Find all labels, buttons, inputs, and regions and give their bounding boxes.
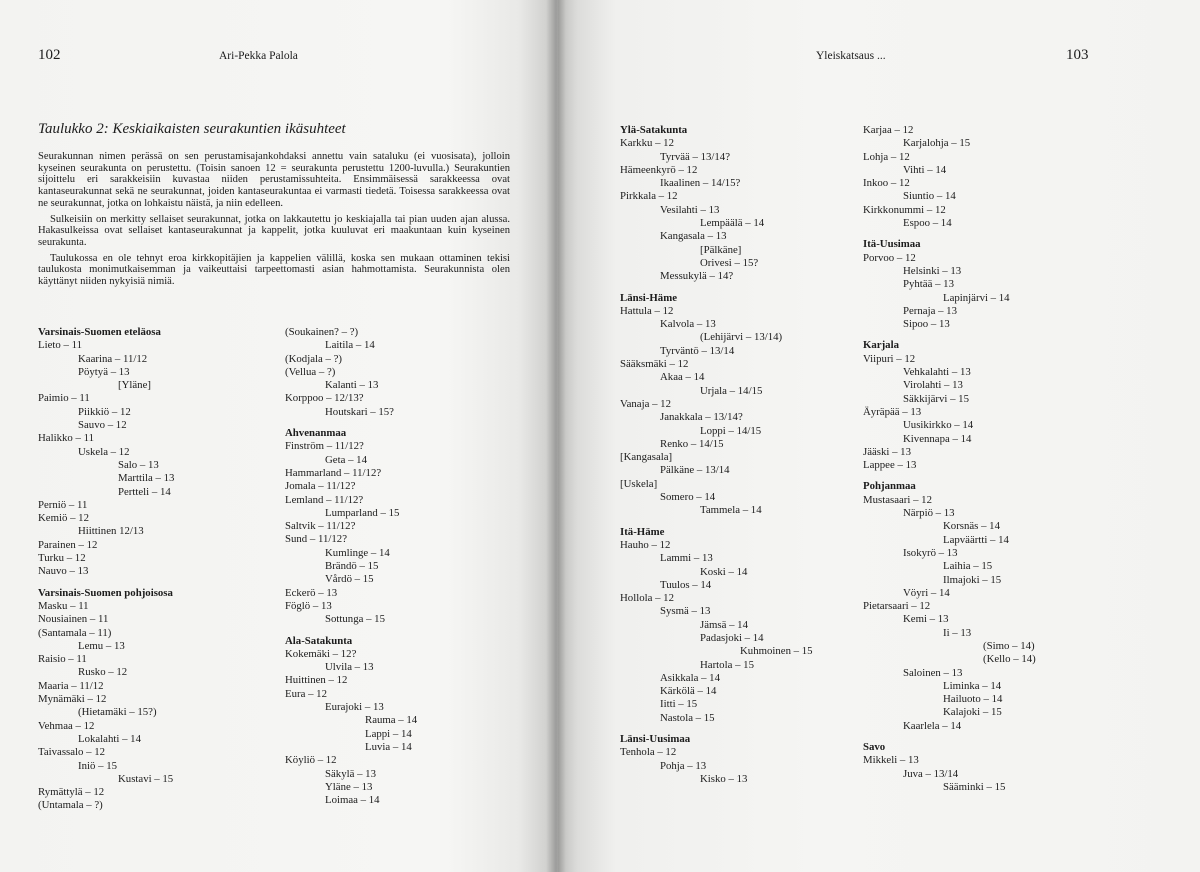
region-title: Ahvenanmaa bbox=[285, 427, 347, 440]
parish-entry: Piikkiö – 12 bbox=[78, 405, 131, 418]
page-number: 103 bbox=[1066, 47, 1089, 63]
parish-entry: Tyrvää – 13/14? bbox=[660, 150, 731, 163]
parish-entry: Janakkala – 13/14? bbox=[660, 411, 743, 424]
parish-entry: Närpiö – 13 bbox=[903, 507, 955, 520]
parish-entry: Lemland – 11/12? bbox=[285, 493, 364, 506]
parish-entry: Siuntio – 14 bbox=[903, 190, 956, 203]
parish-entry: Uusikirkko – 14 bbox=[903, 419, 974, 432]
parish-entry: Äyräpää – 13 bbox=[863, 405, 922, 418]
parish-entry: Kemi – 13 bbox=[903, 613, 949, 626]
parish-entry: Turku – 12 bbox=[38, 552, 86, 565]
parish-entry: Jääski – 13 bbox=[863, 445, 911, 458]
parish-entry: Virolahti – 13 bbox=[903, 379, 963, 392]
parish-entry: Kokemäki – 12? bbox=[285, 647, 357, 660]
parish-entry: Hiittinen 12/13 bbox=[78, 525, 144, 538]
parish-entry: Lumparland – 15 bbox=[325, 506, 400, 519]
parish-entry: Nauvo – 13 bbox=[38, 565, 89, 578]
left-column-1 bbox=[38, 326, 174, 821]
region-section bbox=[285, 326, 417, 419]
parish-entry: Paimio – 11 bbox=[38, 392, 90, 405]
parish-entry: Hauho – 12 bbox=[620, 538, 671, 551]
parish-entry: Jomala – 11/12? bbox=[285, 480, 356, 493]
parish-entry: Sipoo – 13 bbox=[903, 318, 950, 331]
region-section bbox=[863, 339, 1036, 472]
parish-entry: Salo – 13 bbox=[118, 458, 159, 471]
region-title: Itä-Uusimaa bbox=[863, 238, 921, 251]
parish-entry: Urjala – 14/15 bbox=[700, 384, 763, 397]
parish-entry: Liminka – 14 bbox=[943, 679, 1002, 692]
parish-entry: Ii – 13 bbox=[943, 626, 972, 639]
parish-entry: Pohja – 13 bbox=[660, 759, 707, 772]
region-section bbox=[38, 326, 174, 579]
parish-entry: Taivassalo – 12 bbox=[38, 746, 106, 759]
parish-entry: Marttila – 13 bbox=[118, 472, 175, 485]
parish-entry: Lappee – 13 bbox=[863, 459, 917, 472]
parish-entry: Uskela – 12 bbox=[78, 445, 130, 458]
parish-entry: Lapinjärvi – 14 bbox=[943, 291, 1010, 304]
left-page bbox=[0, 0, 558, 872]
parish-entry: Brändö – 15 bbox=[325, 560, 379, 573]
region-title: Länsi-Häme bbox=[620, 291, 677, 304]
parish-entry: Nousiainen – 11 bbox=[38, 613, 109, 626]
parish-entry: Vanaja – 12 bbox=[620, 397, 671, 410]
parish-entry: Messukylä – 14? bbox=[660, 270, 734, 283]
parish-entry: Kumlinge – 14 bbox=[325, 546, 390, 559]
parish-entry: Maaria – 11/12 bbox=[38, 679, 104, 692]
region-section bbox=[863, 124, 1036, 230]
parish-entry: Mynämäki – 12 bbox=[38, 693, 107, 706]
parish-entry: Lapväärtti – 14 bbox=[943, 533, 1009, 546]
parish-entry: Pertteli – 14 bbox=[118, 485, 171, 498]
parish-entry: (Untamala – ?) bbox=[38, 799, 103, 812]
parish-entry: Pyhtää – 13 bbox=[903, 278, 954, 291]
parish-entry: Helsinki – 13 bbox=[903, 264, 962, 277]
parish-entry: Iitti – 15 bbox=[660, 698, 698, 711]
parish-entry: Nastola – 15 bbox=[660, 711, 715, 724]
parish-entry: Tenhola – 12 bbox=[620, 746, 677, 759]
parish-entry: Sund – 11/12? bbox=[285, 533, 347, 546]
region-title: Ylä-Satakunta bbox=[620, 124, 688, 136]
parish-entry: Pirkkala – 12 bbox=[620, 190, 678, 203]
running-header: Ari-Pekka Palola bbox=[219, 50, 298, 62]
parish-entry: Sysmä – 13 bbox=[660, 605, 711, 618]
region-section bbox=[620, 526, 813, 725]
region-title: Länsi-Uusimaa bbox=[620, 733, 691, 746]
parish-entry: Sääminki – 15 bbox=[943, 780, 1006, 793]
parish-entry: Porvoo – 12 bbox=[863, 251, 916, 264]
region-section bbox=[620, 124, 813, 284]
parish-entry: Raisio – 11 bbox=[38, 653, 87, 666]
parish-entry: Hollola – 12 bbox=[620, 592, 674, 605]
parish-entry: Koski – 14 bbox=[700, 565, 748, 578]
parish-entry: Huittinen – 12 bbox=[285, 674, 348, 687]
parish-entry: Pietarsaari – 12 bbox=[863, 600, 931, 613]
parish-entry: [Kangasala] bbox=[620, 451, 673, 464]
region-title: Varsinais-Suomen eteläosa bbox=[38, 326, 161, 338]
parish-entry: Kalanti – 13 bbox=[325, 379, 379, 392]
region-title: Savo bbox=[863, 741, 886, 754]
parish-entry: Kalvola – 13 bbox=[660, 318, 716, 331]
parish-entry: (Santamala – 11) bbox=[38, 626, 112, 639]
parish-entry: Rusko – 12 bbox=[78, 666, 128, 679]
parish-entry: Asikkala – 14 bbox=[660, 671, 720, 684]
parish-entry: Kuhmoinen – 15 bbox=[740, 645, 813, 658]
parish-entry: Hartola – 15 bbox=[700, 658, 754, 671]
parish-entry: Espoo – 14 bbox=[903, 217, 952, 230]
parish-entry: Pälkäne – 13/14 bbox=[660, 464, 730, 477]
region-section bbox=[620, 733, 813, 786]
parish-entry: Karjaa – 12 bbox=[863, 124, 914, 136]
parish-entry: Rauma – 14 bbox=[365, 714, 418, 727]
region-section bbox=[863, 238, 1036, 331]
parish-entry: Kisko – 13 bbox=[700, 772, 748, 785]
parish-entry: Yläne – 13 bbox=[325, 780, 373, 793]
parish-entry: Hämeenkyrö – 12 bbox=[620, 163, 698, 176]
parish-entry: Säkylä – 13 bbox=[325, 767, 376, 780]
parish-entry: Laihia – 15 bbox=[943, 560, 993, 573]
parish-entry: Vihti – 14 bbox=[903, 163, 947, 176]
book-gutter-shadow bbox=[546, 0, 566, 872]
parish-entry: Parainen – 12 bbox=[38, 538, 98, 551]
parish-entry: Eckerö – 13 bbox=[285, 586, 338, 599]
parish-entry: Sääksmäki – 12 bbox=[620, 358, 689, 371]
parish-entry: Vehkalahti – 13 bbox=[903, 366, 971, 379]
parish-entry: Ulvila – 13 bbox=[325, 661, 374, 674]
parish-entry: Karjalohja – 15 bbox=[903, 137, 971, 150]
left-column-2 bbox=[285, 326, 417, 815]
running-header: Yleiskatsaus ... bbox=[816, 50, 886, 62]
parish-entry: Lempäälä – 14 bbox=[700, 217, 765, 230]
page-number: 102 bbox=[38, 47, 61, 63]
parish-entry: Renko – 14/15 bbox=[660, 437, 724, 450]
region-section bbox=[863, 741, 1036, 794]
parish-entry: Pernaja – 13 bbox=[903, 304, 957, 317]
parish-entry: Juva – 13/14 bbox=[903, 767, 959, 780]
parish-entry: Tuulos – 14 bbox=[660, 578, 712, 591]
right-column-2 bbox=[863, 124, 1036, 802]
parish-entry: Lieto – 11 bbox=[38, 339, 82, 352]
parish-entry: Orivesi – 15? bbox=[700, 256, 759, 269]
region-title: Karjala bbox=[863, 339, 899, 352]
parish-entry: Kemiö – 12 bbox=[38, 512, 89, 525]
parish-entry: Houtskari – 15? bbox=[325, 405, 394, 418]
table-caption: Taulukko 2: Keskiaikaisten seurakuntien ikäsuhteet bbox=[38, 121, 346, 137]
parish-entry: Lokalahti – 14 bbox=[78, 732, 141, 745]
region-title: Pohjanmaa bbox=[863, 480, 916, 493]
parish-entry: Loimaa – 14 bbox=[325, 794, 380, 807]
parish-entry: (Simo – 14) bbox=[983, 639, 1035, 652]
parish-entry: Lappi – 14 bbox=[365, 727, 412, 740]
parish-entry: Vehmaa – 12 bbox=[38, 719, 95, 732]
parish-entry: Kalajoki – 15 bbox=[943, 706, 1002, 719]
parish-entry: Mikkeli – 13 bbox=[863, 754, 919, 767]
parish-entry: [Pälkäne] bbox=[700, 243, 742, 256]
intro-paragraph: Sulkeisiin on merkitty sellaiset seurakunnat, jotka on lakkautettu jo keskiajalla tai pian uuden ajan alussa. Hakasulkeissa ovat sellaiset kantaseurakunnat ja kappelit, jotka kuuluvat eri maakuntaan kuin kyseinen seurakunta. bbox=[38, 213, 510, 248]
parish-entry: Isokyrö – 13 bbox=[903, 546, 958, 559]
parish-entry: (Kello – 14) bbox=[983, 653, 1036, 666]
region-section bbox=[38, 587, 174, 813]
parish-entry: Kaarlela – 14 bbox=[903, 719, 962, 732]
parish-entry: Lemu – 13 bbox=[78, 639, 125, 652]
parish-entry: Föglö – 13 bbox=[285, 599, 332, 612]
parish-entry: Loppi – 14/15 bbox=[700, 424, 762, 437]
parish-entry: Saloinen – 13 bbox=[903, 666, 963, 679]
parish-entry: (Lehijärvi – 13/14) bbox=[700, 331, 783, 344]
parish-entry: Rymättylä – 12 bbox=[38, 786, 105, 799]
region-section bbox=[863, 480, 1036, 733]
parish-entry: Lammi – 13 bbox=[660, 552, 713, 565]
parish-entry: Iniö – 15 bbox=[78, 759, 117, 772]
parish-entry: Karkku – 12 bbox=[620, 137, 674, 150]
parish-entry: Laitila – 14 bbox=[325, 339, 375, 352]
parish-entry: Hailuoto – 14 bbox=[943, 693, 1003, 706]
parish-entry: Finström – 11/12? bbox=[285, 440, 364, 453]
parish-entry: Vårdö – 15 bbox=[325, 573, 374, 586]
right-column-1 bbox=[620, 124, 813, 794]
parish-entry: Sottunga – 15 bbox=[325, 613, 385, 626]
parish-entry: Perniö – 11 bbox=[38, 498, 88, 511]
parish-entry: Eura – 12 bbox=[285, 687, 327, 700]
parish-entry: Inkoo – 12 bbox=[863, 177, 910, 190]
parish-entry: [Uskela] bbox=[620, 477, 658, 490]
parish-entry: Hattula – 12 bbox=[620, 304, 674, 317]
parish-entry: Kaarina – 11/12 bbox=[78, 352, 148, 365]
parish-entry: Lohja – 12 bbox=[863, 150, 910, 163]
parish-entry: Kirkkonummi – 12 bbox=[863, 203, 946, 216]
parish-entry: Padasjoki – 14 bbox=[700, 631, 764, 644]
parish-entry: Saltvik – 11/12? bbox=[285, 520, 356, 533]
parish-entry: Köyliö – 12 bbox=[285, 754, 337, 767]
parish-entry: Korsnäs – 14 bbox=[943, 520, 1000, 533]
intro-text bbox=[38, 151, 510, 292]
parish-entry: (Hietamäki – 15?) bbox=[78, 706, 157, 719]
parish-entry: Kustavi – 15 bbox=[118, 772, 174, 785]
region-section bbox=[285, 635, 417, 808]
parish-entry: Halikko – 11 bbox=[38, 432, 94, 445]
intro-paragraph: Seurakunnan nimen perässä on sen perustamisajankohdaksi annettu vain sataluku (ei vuosisata), jolloin kyseinen seurakunta on perustettu. (Toisin sanoen 12 = seurakunta perustettu 1200-luvulla.) Seurakuntien sijoittelu eri sarakkeisiin kuvastaa niiden perustamissuhteita. Ensimmäisessä sarakkeessa ovat kantaseurakunnat sekä ne seurakunnat, joiden kantaseurakuntaa ei varmasti tiedetä. Toisessa sarakkeessa ovat ne seurakunnat, jotka on lohkaistu näistä, ja niin edelleen. bbox=[38, 151, 510, 209]
parish-entry: Eurajoki – 13 bbox=[325, 701, 384, 714]
parish-entry: Luvia – 14 bbox=[365, 740, 412, 753]
parish-entry: Vesilahti – 13 bbox=[660, 203, 720, 216]
parish-entry: Pöytyä – 13 bbox=[78, 365, 130, 378]
parish-entry: Kärkölä – 14 bbox=[660, 685, 717, 698]
intro-paragraph: Taulukossa en ole tehnyt eroa kirkkopitäjien ja kappelien välillä, koska sen mukaan ottaminen tekisi taulukosta monimutkaisemman ja vaikeuttaisi tarpeettomasti asian hahmottamista. Seurakunnista olen käyttänyt niiden nykyisiä nimiä. bbox=[38, 252, 510, 288]
right-page bbox=[558, 0, 1200, 872]
parish-entry: Hammarland – 11/12? bbox=[285, 466, 382, 479]
parish-entry: [Yläne] bbox=[118, 379, 151, 392]
region-title: Itä-Häme bbox=[620, 525, 665, 538]
parish-entry: (Vellua – ?) bbox=[285, 365, 336, 378]
region-section bbox=[285, 427, 417, 626]
parish-entry: (Kodjala – ?) bbox=[285, 352, 342, 365]
parish-entry: Vöyri – 14 bbox=[903, 586, 950, 599]
region-section bbox=[620, 292, 813, 518]
parish-entry: Kangasala – 13 bbox=[660, 230, 727, 243]
parish-entry: Kivennapa – 14 bbox=[903, 432, 972, 445]
parish-entry: Säkkijärvi – 15 bbox=[903, 392, 969, 405]
region-title: Ala-Satakunta bbox=[285, 634, 353, 647]
parish-entry: Ikaalinen – 14/15? bbox=[660, 177, 741, 190]
parish-entry: Korppoo – 12/13? bbox=[285, 392, 364, 405]
parish-entry: Mustasaari – 12 bbox=[863, 493, 932, 506]
parish-entry: Akaa – 14 bbox=[660, 371, 705, 384]
region-title: Varsinais-Suomen pohjoisosa bbox=[38, 586, 173, 599]
parish-entry: Tammela – 14 bbox=[700, 504, 762, 517]
parish-entry: Masku – 11 bbox=[38, 599, 89, 612]
parish-entry: Geta – 14 bbox=[325, 453, 367, 466]
parish-entry: Tyrväntö – 13/14 bbox=[660, 344, 735, 357]
parish-entry: Viipuri – 12 bbox=[863, 352, 916, 365]
parish-entry: Somero – 14 bbox=[660, 491, 716, 504]
parish-entry: (Soukainen? – ?) bbox=[285, 326, 359, 338]
parish-entry: Ilmajoki – 15 bbox=[943, 573, 1002, 586]
parish-entry: Sauvo – 12 bbox=[78, 419, 127, 432]
parish-entry: Jämsä – 14 bbox=[700, 618, 748, 631]
